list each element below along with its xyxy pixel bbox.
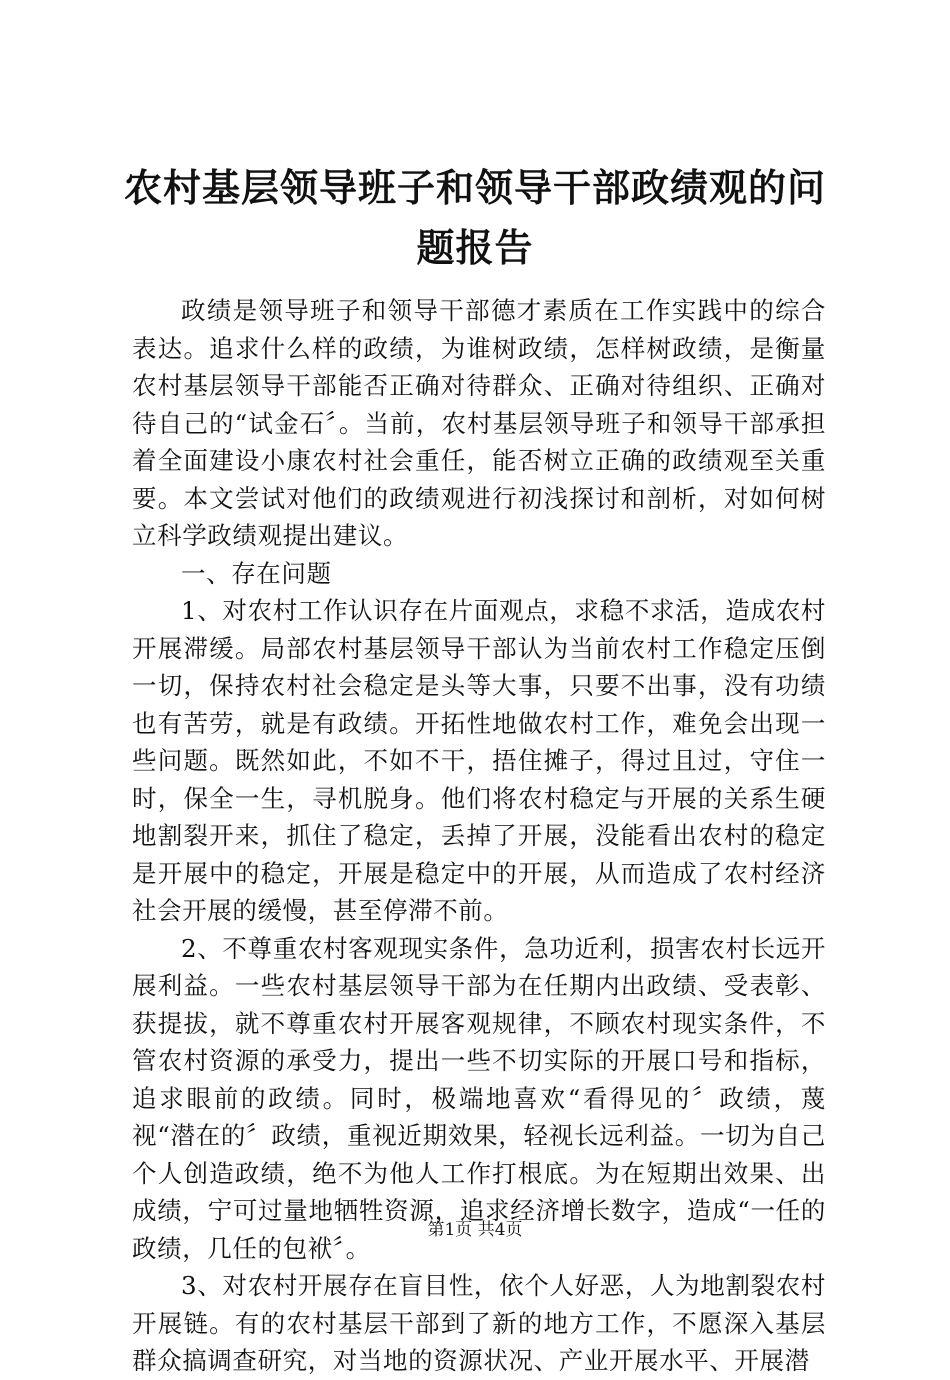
paragraph-issue-3: 3、对农村开展存在盲目性，依个人好恶，人为地割裂农村开展链。有的农村基层干部到了新的地方工作，不愿深入基层群众搞调查研究，对当地的资源状况、产业开展水平、开展潜 — [132, 1271, 826, 1375]
paragraph-issue-2: 2、不尊重农村客观现实条件，急功近利，损害农村长远开展利益。一些农村基层领导干部为在任期内出政绩、受表彰、获提拔，就不尊重农村开展客观规律，不顾农村现实条件，不管农村资源的承受力，提出一些不切实际的开展口号和指标，追求眼前的政绩。同时，极端地喜欢“看得见的〞政绩，蔑视“潜在的〞政绩，重视近期效果，轻视长远利益。一切为自己个人创造政绩，绝不为他人工作打根底。为在短期出效果、出成绩，宁可过量地牺牲资源，追求经济增长数字，造成“一任的政绩，几任的包袱〞。 — [132, 933, 826, 1263]
document-title: 农村基层领导班子和领导干部政绩观的问题报告 — [123, 166, 826, 270]
paragraph-issue-1: 1、对农村工作认识存在片面观点，求稳不求活，造成农村开展滞缓。局部农村基层领导干部认为当前农村工作稳定压倒一切，保持农村社会稳定是头等大事，只要不出事，没有功绩也有苦劳，就是有政绩。开拓性地做农村工作，难免会出现一些问题。既然如此，不如不干，捂住摊子，得过且过，守住一时，保全一生，寻机脱身。他们将农村稳定与开展的关系生硬地割裂开来，抓住了稳定，丢掉了开展，没能看出农村的稳定是开展中的稳定，开展是稳定中的开展，从而造成了农村经济社会开展的缓慢，甚至停滞不前。 — [132, 596, 826, 925]
paragraph-intro: 政绩是领导班子和领导干部德才素质在工作实践中的综合表达。追求什么样的政绩，为谁树政绩，怎样树政绩，是衡量农村基层领导干部能否正确对待群众、正确对待组织、正确对待自己的“试金石〞。当前，农村基层领导班子和领导干部承担着全面建设小康农村社会重任，能否树立正确的政绩观至关重要。本文尝试对他们的政绩观进行初浅探讨和剖析，对如何树立科学政绩观提出建议。 — [132, 296, 826, 550]
page-footer: 第1页 共4页 — [427, 1220, 523, 1240]
section-heading: 一、存在问题 — [181, 558, 332, 588]
